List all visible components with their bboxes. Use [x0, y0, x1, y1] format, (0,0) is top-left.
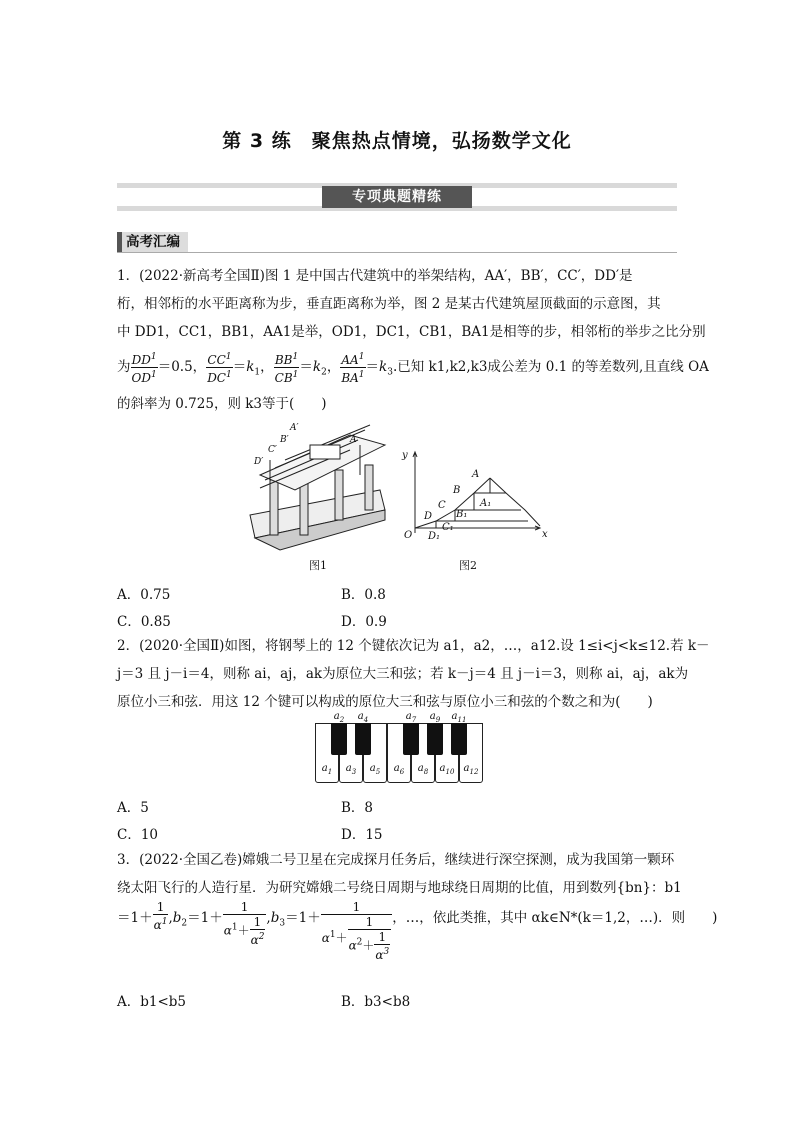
q1-option-d[interactable]: D．0.9 — [341, 614, 387, 630]
q2-option-c[interactable]: C．10 — [117, 827, 159, 843]
q3-line-1: 3．(2022·全国乙卷)嫦娥二号卫星在完成探月任务后，继续进行深空探测，成为我国第一颗环 — [117, 852, 675, 868]
ratio-bb-cb: $\frac{BB^1}{CB^1}$ — [274, 352, 299, 385]
section-header — [117, 232, 677, 253]
piano-black-key-label: $a_{11}$ — [451, 711, 467, 724]
section-label: 高考汇编 — [117, 232, 188, 252]
piano-white-key-label: $a_6$ — [393, 763, 405, 776]
svg-text:y: y — [402, 450, 408, 461]
ratio-dd-od: $\frac{DD^1}{OD^1}$ — [131, 352, 157, 385]
piano-black-key — [331, 723, 347, 755]
q1-line-3: 中 DD1，CC1，BB1，AA1是举，OD1，DC1，CB1，BA1是相等的步，相邻桁的举步之比分别 — [117, 324, 706, 340]
figure-2-caption: 图2 — [459, 559, 477, 572]
q1-line-5: 的斜率为 0.725，则 k3等于( ) — [117, 396, 327, 412]
piano-white-key-label: $a_1$ — [321, 763, 333, 776]
piano-white-key-label: $a_{12}$ — [463, 763, 479, 776]
q2-option-a[interactable]: A．5 — [117, 800, 149, 816]
svg-text:D₁: D₁ — [428, 531, 441, 542]
banner-label: 专项典题精练 — [322, 186, 472, 208]
figure-1-caption: 图1 — [309, 559, 327, 572]
q3-option-b[interactable]: B．b3<b8 — [341, 994, 411, 1010]
svg-text:D′: D′ — [254, 457, 264, 467]
svg-text:A′: A′ — [290, 423, 299, 433]
piano-white-key-label: $a_3$ — [345, 763, 357, 776]
piano-black-key — [451, 723, 467, 755]
svg-text:B: B — [453, 485, 461, 496]
q3-line-3: ＝1＋ $\frac{1}{\alpha^1}$ $,b_2=1+$ 1 $\alpha^1+$ $\frac{1}{\alpha^2}$ $,b_3=1+$ 1 $\alpha^1+$ 1 $\alpha^2+$ $\frac{1}{\alpha^3}$ ，…，依此类推，其中 αk∈N*(k＝1,2，…)．则 ) — [117, 900, 718, 962]
q3-line-2: 绕太阳飞行的人造行星．为研究嫦娥二号绕日周期与地球绕日周期的比值，用到数列{bn}：b1 — [117, 880, 682, 896]
piano-black-key-label: $a_7$ — [405, 711, 417, 724]
q2-option-b[interactable]: B．8 — [341, 800, 374, 816]
figure-2-roof-section — [400, 448, 550, 544]
piano-black-key — [403, 723, 419, 755]
svg-text:C₁: C₁ — [442, 522, 454, 533]
piano-white-key-label: $a_8$ — [417, 763, 429, 776]
b3-mid-fraction: 1 $\alpha^2+$ $\frac{1}{\alpha^3}$ — [348, 915, 390, 962]
piano-keyboard — [315, 713, 483, 783]
piano-white-key-label: $a_{10}$ — [439, 763, 455, 776]
svg-text:A₁: A₁ — [480, 498, 492, 509]
b2-fraction: 1 $\alpha^1+$ $\frac{1}{\alpha^2}$ — [223, 900, 265, 947]
svg-text:C: C — [438, 500, 446, 511]
q2-line-3: 原位小三和弦．用这 12 个键可以构成的原位大三和弦与原位小三和弦的个数之和为( ) — [117, 694, 653, 710]
page-title: 第 3 练 聚焦热点情境，弘扬数学文化 — [222, 130, 572, 152]
section-banner — [117, 183, 677, 211]
b3-fraction: 1 $\alpha^1+$ 1 $\alpha^2+$ $\frac{1}{\alpha^3}$ — [321, 900, 393, 962]
figure-1-building — [240, 420, 390, 555]
b2-inner-fraction: $\frac{1}{\alpha^2}$ — [250, 915, 265, 947]
piano-black-key — [427, 723, 443, 755]
q2-line-1: 2．(2020·全国Ⅱ)如图，将钢琴上的 12 个键依次记为 a1，a2，…，a12.设 1≤i<j<k≤12.若 k－ — [117, 638, 710, 654]
q2-option-d[interactable]: D．15 — [341, 827, 383, 843]
piano-white-key-label: $a_5$ — [369, 763, 381, 776]
q1-option-a[interactable]: A．0.75 — [117, 587, 171, 603]
ratio-cc-dc: $\frac{CC^1}{DC^1}$ — [207, 352, 232, 385]
q1-option-b[interactable]: B．0.8 — [341, 587, 386, 603]
svg-text:C′: C′ — [268, 445, 277, 455]
svg-text:x: x — [542, 529, 548, 540]
svg-text:A: A — [350, 435, 357, 445]
piano-black-key-label: $a_9$ — [429, 711, 441, 724]
q3-line-3-tail: ，…，依此类推，其中 αk∈N*(k＝1,2，…)．则 ) — [392, 910, 718, 926]
q1-line-4-tail: 已知 k1,k2,k3成公差为 0.1 的等差数列,且直线 OA — [397, 359, 709, 375]
svg-text:B′: B′ — [280, 435, 289, 445]
b3-inner-fraction: $\frac{1}{\alpha^3}$ — [375, 930, 390, 962]
q1-line-2: 桁，相邻桁的水平距离称为步，垂直距离称为举，图 2 是某古代建筑屋顶截面的示意图，其 — [117, 296, 661, 312]
q1-option-c[interactable]: C．0.85 — [117, 614, 171, 630]
q1-line-1: 1．(2022·新高考全国Ⅱ)图 1 是中国古代建筑中的举架结构，AA′，BB′，CC′，DD′是 — [117, 268, 633, 284]
q3-option-a[interactable]: A．b1<b5 — [117, 994, 187, 1010]
piano-black-key-label: $a_2$ — [333, 711, 345, 724]
svg-text:O: O — [404, 530, 413, 541]
piano-black-key — [355, 723, 371, 755]
q1-line-4: 为 $\frac{DD^1}{OD^1}$ ＝0.5， $\frac{CC^1}{DC^1}$ $=k_1$， $\frac{BB^1}{CB^1}$ $=k_2$， $\frac{AA^1}{BA^1}$ $=k_3$.已知 k1,k2,k3成公差为 0.1 的等差数列,且直线 OA — [117, 352, 709, 385]
svg-text:A: A — [472, 469, 480, 480]
b1-fraction: $\frac{1}{\alpha^1}$ — [153, 900, 168, 932]
piano-black-key-label: $a_4$ — [357, 711, 369, 724]
q2-line-2: j＝3 且 j－i＝4，则称 ai，aj，ak为原位大三和弦；若 k－j＝4 且 j－i＝3，则称 ai，aj，ak为 — [117, 666, 689, 682]
svg-text:D: D — [424, 511, 433, 522]
svg-text:B₁: B₁ — [456, 509, 468, 520]
ratio-aa-ba: $\frac{AA^1}{BA^1}$ — [341, 352, 365, 385]
